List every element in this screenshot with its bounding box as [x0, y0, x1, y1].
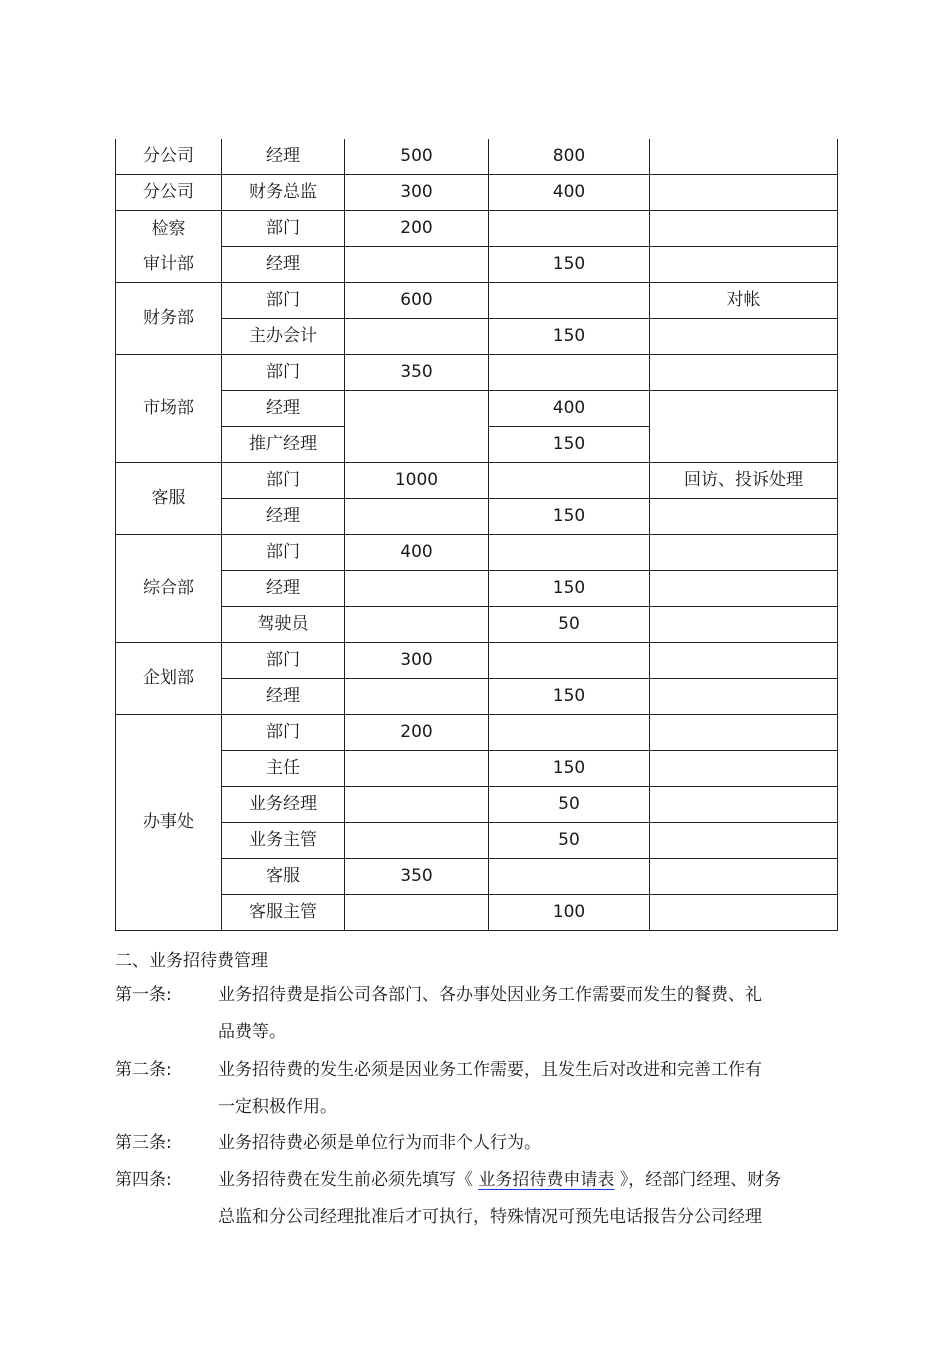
table-row [116, 247, 838, 283]
article-text: 业务招待费必须是单位行为而非个人行为。 [218, 1133, 541, 1153]
dept-amount-cell [345, 787, 489, 823]
dept-name-line2: 审计部 [143, 253, 194, 274]
person-amount-cell [489, 535, 650, 571]
role-cell: 经理 [222, 391, 345, 427]
table-row [116, 751, 838, 787]
note-cell [650, 139, 838, 175]
dept-cell: 分公司 [116, 139, 222, 175]
note-cell [650, 355, 838, 391]
role-cell: 部门 [222, 283, 345, 319]
person-amount-cell: 150 [489, 751, 650, 787]
table-row [116, 319, 838, 355]
dept-amount-cell [345, 499, 489, 535]
article-number: 第三条: [115, 1133, 172, 1153]
person-amount-cell: 800 [489, 139, 650, 175]
note-cell [650, 895, 838, 931]
person-amount-cell: 400 [489, 175, 650, 211]
person-amount-cell: 100 [489, 895, 650, 931]
table-row [116, 139, 838, 175]
note-cell [650, 175, 838, 211]
dept-cell: 办事处 [116, 715, 222, 931]
article-number: 第二条: [115, 1060, 172, 1080]
article-number: 第一条: [115, 985, 172, 1005]
application-form-link[interactable]: 业务招待费申请表 [478, 1170, 615, 1190]
note-cell [650, 787, 838, 823]
article-text: 业务招待费是指公司各部门、各办事处因业务工作需要而发生的餐费、礼 [218, 985, 762, 1005]
role-cell: 经理 [222, 247, 345, 283]
role-cell: 部门 [222, 211, 345, 247]
person-amount-cell: 50 [489, 823, 650, 859]
dept-amount-cell: 300 [345, 175, 489, 211]
article-text-cont: 品费等。 [218, 1022, 286, 1042]
table-row [116, 355, 838, 391]
table-row [116, 895, 838, 931]
person-amount-cell: 400 [489, 391, 650, 427]
note-cell [650, 571, 838, 607]
table-row [116, 823, 838, 859]
person-amount-cell: 150 [489, 679, 650, 715]
dept-amount-cell: 400 [345, 535, 489, 571]
person-amount-cell: 150 [489, 319, 650, 355]
role-cell: 部门 [222, 643, 345, 679]
dept-cell: 分公司 [116, 175, 222, 211]
person-amount-cell [489, 283, 650, 319]
note-cell [650, 319, 838, 355]
dept-cell: 市场部 [116, 355, 222, 463]
table-row [116, 643, 838, 679]
person-amount-cell: 50 [489, 787, 650, 823]
dept-cell: 综合部 [116, 535, 222, 643]
table-row [116, 499, 838, 535]
note-cell: 回访、投诉处理 [650, 463, 838, 499]
person-amount-cell [489, 211, 650, 247]
dept-amount-cell: 200 [345, 715, 489, 751]
role-cell: 业务经理 [222, 787, 345, 823]
dept-amount-cell [345, 895, 489, 931]
table-row [116, 283, 838, 319]
role-cell: 客服 [222, 859, 345, 895]
person-amount-cell: 150 [489, 247, 650, 283]
dept-amount-cell [345, 823, 489, 859]
dept-amount-cell: 500 [345, 139, 489, 175]
table-row [116, 175, 838, 211]
role-cell: 经理 [222, 679, 345, 715]
note-cell [650, 535, 838, 571]
article-3 [115, 1125, 845, 1162]
table-row [116, 607, 838, 643]
dept-amount-cell [345, 319, 489, 355]
dept-amount-cell: 200 [345, 211, 489, 247]
table-row [116, 211, 838, 247]
person-amount-cell: 150 [489, 427, 650, 463]
role-cell: 驾驶员 [222, 607, 345, 643]
article-text-cont: 一定积极作用。 [218, 1097, 337, 1117]
role-cell: 业务主管 [222, 823, 345, 859]
note-cell [650, 823, 838, 859]
role-cell: 经理 [222, 139, 345, 175]
role-cell: 推广经理 [222, 427, 345, 463]
note-cell [650, 643, 838, 679]
dept-amount-cell [345, 607, 489, 643]
article-text-cont: 总监和分公司经理批准后才可执行，特殊情况可预先电话报告分公司经理 [218, 1207, 762, 1227]
role-cell: 部门 [222, 535, 345, 571]
role-cell: 财务总监 [222, 175, 345, 211]
person-amount-cell: 150 [489, 571, 650, 607]
dept-name-line1: 检察 [151, 218, 186, 239]
role-cell: 客服主管 [222, 895, 345, 931]
dept-amount-cell: 1000 [345, 463, 489, 499]
note-cell [650, 679, 838, 715]
role-cell: 经理 [222, 499, 345, 535]
note-cell [650, 715, 838, 751]
dept-amount-cell: 300 [345, 643, 489, 679]
note-cell [650, 499, 838, 535]
dept-amount-cell: 350 [345, 355, 489, 391]
note-cell: 对帐 [650, 283, 838, 319]
dept-cell [116, 211, 222, 283]
article-4 [115, 1162, 845, 1236]
article-1 [115, 977, 845, 1051]
person-amount-cell [489, 643, 650, 679]
person-amount-cell [489, 715, 650, 751]
dept-amount-cell [345, 751, 489, 787]
dept-cell: 客服 [116, 463, 222, 535]
article-number: 第四条: [115, 1170, 172, 1190]
role-cell: 部门 [222, 463, 345, 499]
dept-amount-cell [345, 571, 489, 607]
article-text: 业务招待费的发生必须是因业务工作需要，且发生后对改进和完善工作有 [218, 1060, 762, 1080]
note-cell [650, 391, 838, 463]
dept-amount-cell [345, 247, 489, 283]
person-amount-cell [489, 355, 650, 391]
role-cell: 部门 [222, 355, 345, 391]
dept-amount-cell: 600 [345, 283, 489, 319]
article-2 [115, 1052, 845, 1126]
note-cell [650, 211, 838, 247]
article-text [218, 1162, 845, 1199]
role-cell: 部门 [222, 715, 345, 751]
table-row [116, 571, 838, 607]
dept-cell: 企划部 [116, 643, 222, 715]
note-cell [650, 607, 838, 643]
person-amount-cell [489, 463, 650, 499]
article-text-pre: 业务招待费在发生前必须先填写《 [218, 1170, 479, 1190]
table-row [116, 679, 838, 715]
role-cell: 经理 [222, 571, 345, 607]
table-row [116, 859, 838, 895]
note-cell [650, 859, 838, 895]
person-amount-cell: 50 [489, 607, 650, 643]
table-row [116, 535, 838, 571]
role-cell: 主任 [222, 751, 345, 787]
table-row [116, 715, 838, 751]
dept-amount-cell [345, 679, 489, 715]
note-cell [650, 247, 838, 283]
role-cell: 主办会计 [222, 319, 345, 355]
section-title: 二、业务招待费管理 [115, 951, 268, 971]
dept-amount-cell [345, 391, 489, 463]
person-amount-cell: 150 [489, 499, 650, 535]
note-cell [650, 751, 838, 787]
dept-amount-cell: 350 [345, 859, 489, 895]
person-amount-cell [489, 859, 650, 895]
table-row [116, 463, 838, 499]
table-row [116, 787, 838, 823]
dept-cell: 财务部 [116, 283, 222, 355]
table-row [116, 391, 838, 427]
article-text-post: 》，经部门经理、财务 [614, 1170, 782, 1190]
fee-table [115, 139, 838, 931]
